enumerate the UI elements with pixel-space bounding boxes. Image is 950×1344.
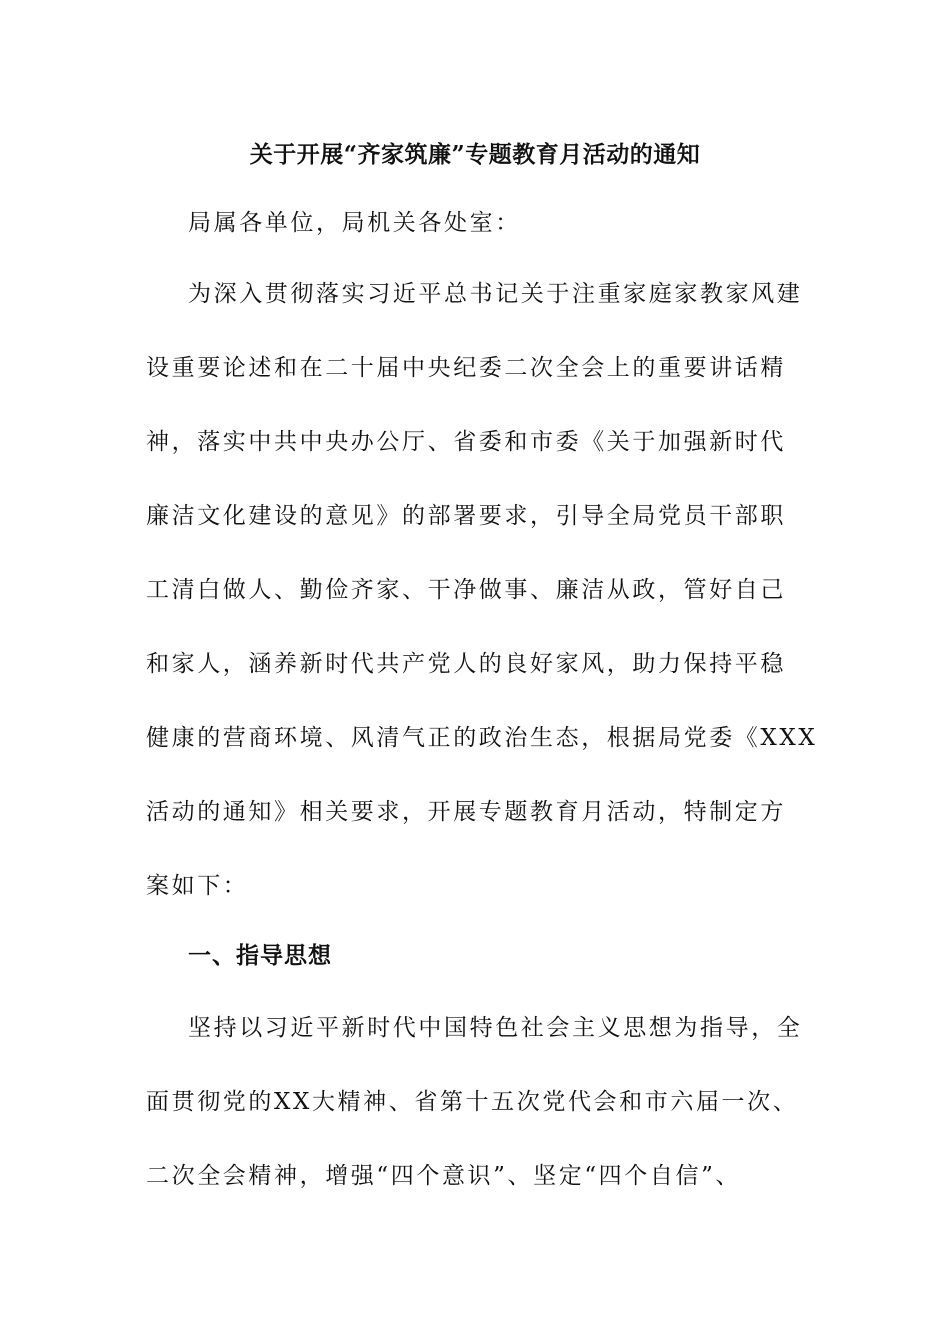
paragraph-line: 廉洁文化建设的意见》的部署要求，引导全局党员干部职 <box>146 503 786 529</box>
paragraph-line: 为深入贯彻落实习近平总书记关于注重家庭家教家风建 <box>188 281 803 307</box>
paragraph-line: 健康的营商环境、风清气正的政治生态，根据局党委《XXX <box>146 725 818 751</box>
paragraph-line: 神，落实中共中央办公厅、省委和市委《关于加强新时代 <box>146 429 786 455</box>
paragraph-line: 案如下： <box>146 873 249 899</box>
salutation: 局属各单位，局机关各处室： <box>188 210 521 236</box>
document-title: 关于开展“齐家筑廉”专题教育月活动的通知 <box>249 141 701 168</box>
paragraph-line: 设重要论述和在二十届中央纪委二次全会上的重要讲话精 <box>146 355 786 381</box>
paragraph-line: 坚持以习近平新时代中国特色社会主义思想为指导，全 <box>188 1015 803 1041</box>
paragraph-line: 活动的通知》相关要求，开展专题教育月活动，特制定方 <box>146 799 786 825</box>
paragraph-line: 面贯彻党的XX大精神、省第十五次党代会和市六届一次、 <box>146 1089 799 1115</box>
section-heading-guiding-ideology: 一、指导思想 <box>188 942 332 969</box>
paragraph-line: 二次全会精神，增强“四个意识”、坚定“四个自信”、 <box>146 1163 742 1189</box>
paragraph-line: 工清白做人、勤俭齐家、干净做事、廉洁从政，管好自己 <box>146 577 786 603</box>
paragraph-line: 和家人，涵养新时代共产党人的良好家风，助力保持平稳 <box>146 651 786 677</box>
